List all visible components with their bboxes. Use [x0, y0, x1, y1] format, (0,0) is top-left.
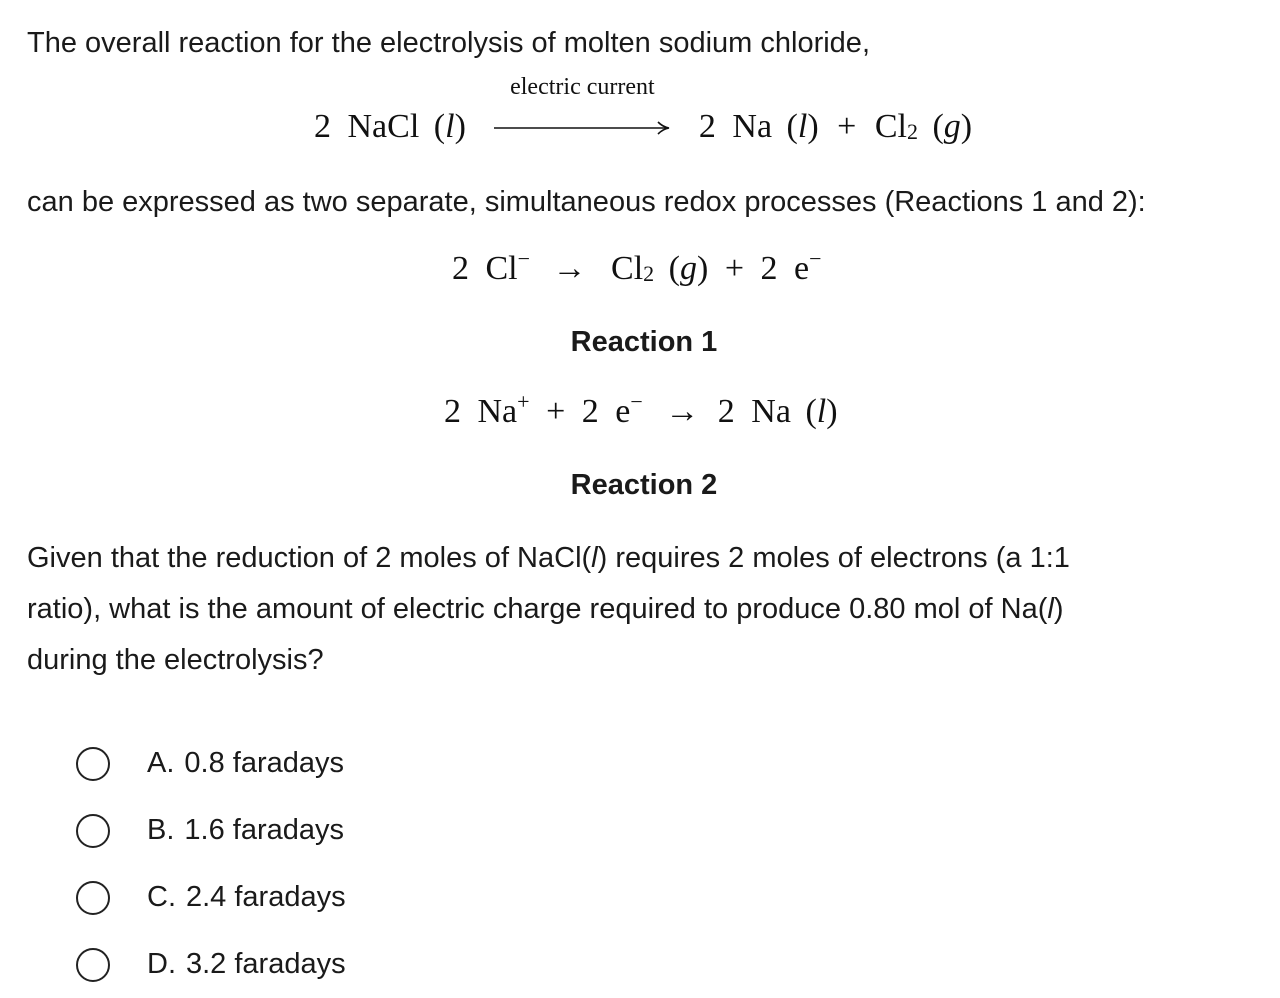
question-line-1: [27, 533, 1070, 584]
overall-rhs-cl-subscript: 2: [906, 119, 918, 144]
question-line-1-state: l: [591, 542, 598, 574]
r1-electron-symbol: e: [794, 250, 810, 287]
r1-lhs-charge: −: [517, 246, 531, 271]
option-a-label: [147, 747, 344, 780]
overall-rhs-cl: [875, 108, 918, 145]
option-d-letter: D.: [147, 948, 176, 980]
r1-product-state-value: g: [680, 250, 697, 287]
r2-plus: +: [546, 393, 566, 430]
r2-na-symbol: Na: [477, 393, 518, 430]
r1-electron: [794, 246, 822, 287]
option-a-letter: A.: [147, 747, 175, 779]
r2-arrow-icon: →: [665, 393, 700, 430]
reaction-1-label: Reaction 1: [570, 326, 718, 358]
r2-product-state-value: l: [816, 393, 827, 430]
arrow-with-label: [494, 74, 670, 146]
radio-circle-icon[interactable]: [76, 948, 110, 982]
option-a-text: 0.8 faradays: [184, 747, 345, 779]
overall-rhs-na-coef: 2: [698, 108, 716, 145]
option-b-text: 1.6 faradays: [184, 814, 345, 846]
intro-text: The overall reaction for the electrolysis of molten sodium chloride,: [27, 27, 870, 59]
r1-lhs-symbol: Cl: [485, 250, 518, 287]
option-d[interactable]: [76, 931, 346, 998]
question-line-1-b: ) requires 2 moles of electrons (a 1:1: [597, 542, 1070, 574]
r2-product: Na: [751, 393, 791, 430]
r2-e-coef: 2: [581, 393, 599, 430]
r2-product-state: (l): [805, 393, 838, 430]
option-b-letter: B.: [147, 814, 175, 846]
radio-circle-icon[interactable]: [76, 747, 110, 781]
overall-rhs-na-state-value: l: [797, 108, 808, 145]
radio-circle-icon[interactable]: [76, 814, 110, 848]
r1-lhs-coef: 2: [452, 250, 469, 287]
option-b-label: [147, 814, 344, 847]
option-c-label: [147, 881, 346, 914]
radio-circle-icon[interactable]: [76, 881, 110, 915]
overall-rhs-cl-symbol: Cl: [874, 108, 907, 145]
overall-equation: [314, 74, 973, 146]
r1-product-state: (g): [668, 250, 709, 287]
r2-electron: [615, 389, 643, 430]
overall-rhs-cl-state-value: g: [943, 108, 961, 145]
r1-electron-charge: −: [809, 246, 822, 271]
question-line-3: during the electrolysis?: [27, 644, 324, 676]
r2-product-coef: 2: [717, 393, 735, 430]
arrow-label: electric current: [510, 74, 655, 100]
r2-electron-charge: −: [630, 389, 643, 414]
r1-lhs: [485, 246, 531, 287]
answer-options: [76, 730, 346, 998]
overall-rhs-cl-state: (g): [932, 108, 973, 145]
long-arrow-icon: [494, 123, 670, 137]
option-c[interactable]: [76, 864, 346, 931]
overall-lhs-coef: 2: [314, 108, 331, 145]
option-d-text: 3.2 faradays: [186, 948, 346, 980]
r2-na-coef: 2: [444, 393, 461, 430]
overall-lhs-state-value: l: [445, 108, 455, 145]
r2-electron-symbol: e: [615, 393, 631, 430]
reaction-1-equation: [452, 246, 822, 288]
r1-e-coef: 2: [760, 250, 778, 287]
reaction-2-equation: [444, 389, 838, 431]
overall-lhs-state: (l): [433, 108, 466, 145]
r1-product: [611, 250, 654, 287]
r1-product-subscript: 2: [643, 261, 655, 286]
reaction-2-label: Reaction 2: [570, 469, 718, 501]
middle-text: can be expressed as two separate, simultaneous redox processes (Reactions 1 and 2):: [27, 186, 1146, 218]
option-d-label: [147, 948, 346, 981]
question-line-2-state: l: [1047, 593, 1054, 625]
r2-na: [477, 389, 530, 430]
option-c-letter: C.: [147, 881, 176, 913]
r2-na-charge: +: [517, 389, 530, 414]
r1-arrow-icon: →: [552, 250, 587, 287]
question-line-2-b: ): [1053, 593, 1064, 625]
overall-plus: +: [837, 108, 857, 145]
overall-rhs-na: Na: [732, 108, 773, 145]
question-line-1-a: Given that the reduction of 2 moles of NaCl(: [27, 542, 592, 574]
r1-product-symbol: Cl: [611, 250, 644, 287]
overall-rhs-na-state: (l): [786, 108, 819, 145]
option-c-text: 2.4 faradays: [186, 881, 346, 913]
overall-lhs-species: NaCl: [347, 108, 420, 145]
option-b[interactable]: [76, 797, 346, 864]
question-line-2: [27, 584, 1063, 635]
r1-plus: +: [724, 250, 745, 287]
question-line-2-a: ratio), what is the amount of electric charge required to produce 0.80 mol of Na(: [27, 593, 1048, 625]
option-a[interactable]: [76, 730, 346, 797]
